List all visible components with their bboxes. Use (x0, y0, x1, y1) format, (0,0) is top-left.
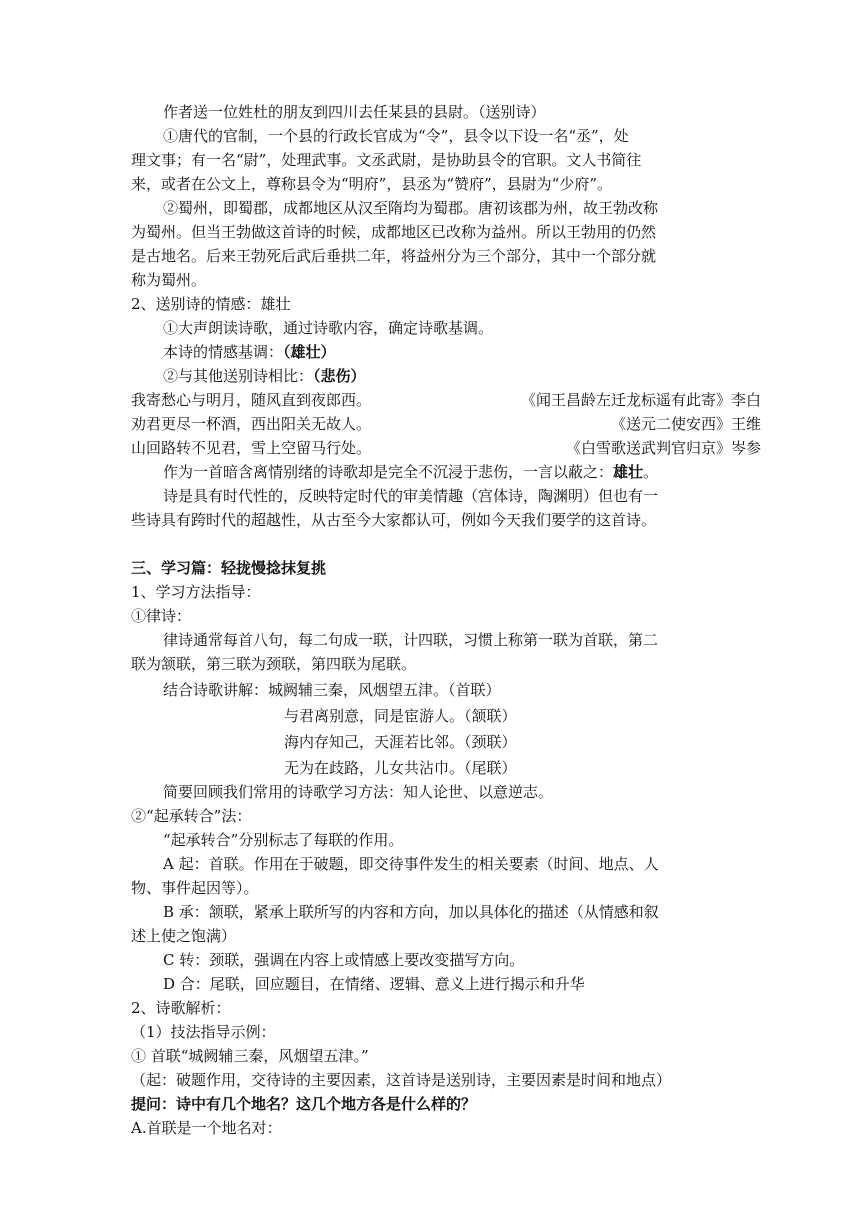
paragraph: ②蜀州，即蜀郡，成都地区从汉至隋均为蜀郡。唐初该郡为州，故王勃改称 (163, 199, 659, 217)
paragraph: 为蜀州。但当王勃做这首诗的时候，成都地区已改称为益州。所以王勃用的仍然 (131, 223, 657, 241)
paragraph: 联为颔联，第三联为颈联，第四联为尾联。 (131, 655, 417, 673)
paragraph: 作者送一位姓杜的朋友到四川去任某县的县尉。（送别诗） (163, 103, 546, 121)
paragraph: 理文事；有一名“尉”，处理武事。文丞武尉，是协助县令的官职。文人书简往 (131, 151, 642, 169)
subsection-heading: 1、学习方法指导： (131, 583, 261, 601)
verse-line: 与君离别意，同是宦游人。（颔联） (284, 707, 517, 725)
poem-line: 劝君更尽一杯酒，西出阳关无故人。 (131, 415, 372, 433)
section-heading: 三、学习篇：轻拢慢捻抹复挑 (131, 559, 327, 577)
verse-line: 无为在歧路，儿女共沾巾。（尾联） (284, 759, 517, 777)
paragraph: “起承转合”分别标志了每联的作用。 (163, 831, 404, 849)
poem-quote-row (131, 412, 761, 436)
poem-quote-row (131, 388, 761, 412)
subsection-heading: ②“起承转合”法： (131, 807, 252, 825)
section-heading: 2、送别诗的情感：雄壮 (131, 295, 291, 313)
document-page (131, 100, 761, 1140)
paragraph: ①唐代的官制，一个县的行政长官成为“令”，县令以下设一名“丞”，处 (163, 127, 629, 145)
paragraph: ①大声朗读诗歌，通过诗歌内容，确定诗歌基调。 (163, 319, 494, 337)
paragraph: ① 首联“城阙辅三秦，风烟望五津。” (131, 1047, 369, 1065)
paragraph: 诗是具有时代性的，反映特定时代的审美情趣（宫体诗，陶渊明）但也有一 (163, 487, 659, 505)
poem-line: 山回路转不见君，雪上空留马行处。 (131, 439, 372, 457)
paragraph (131, 460, 761, 484)
paragraph (131, 340, 761, 364)
label-text: ②与其他送别诗相比： (163, 367, 314, 385)
emphasis-text: 雄壮 (613, 463, 644, 481)
label-text: 本诗的情感基调： (163, 343, 284, 361)
paragraph: A 起：首联。作用在于破题，即交待事件发生的相关要素（时间、地点、人 (163, 855, 659, 873)
text-run: 。 (643, 463, 659, 481)
poem-source: 《闻王昌龄左迁龙标遥有此寄》李白 (520, 391, 761, 409)
text-run: 作为一首暗含离情别绪的诗歌却是完全不沉浸于悲伤，一言以蔽之： (163, 463, 614, 481)
paragraph: 称为蜀州。 (131, 271, 207, 289)
verse-line: 海内存知己，天涯若比邻。（颈联） (284, 733, 517, 751)
poem-source: 《白雪歌送武判官归京》岑参 (565, 439, 761, 457)
poem-source: 《送元二使安西》王维 (610, 415, 761, 433)
blank-line (131, 532, 761, 556)
paragraph: 简要回顾我们常用的诗歌学习方法：知人论世、以意逆志。 (163, 783, 554, 801)
emphasis-text: （雄壮） (283, 343, 336, 361)
poem-quote-row (131, 436, 761, 460)
paragraph: B 承：颔联，紧承上联所写的内容和方向，加以具体化的描述（从情感和叙 (163, 903, 659, 921)
subsection-heading: 2、诗歌解析： (131, 999, 231, 1017)
paragraph: D 合：尾联，回应题目，在情绪、逻辑、意义上进行揭示和升华 (163, 975, 585, 993)
paragraph: A.首联是一个地名对： (131, 1119, 282, 1137)
subsection-heading: （1）技法指导示例： (131, 1023, 276, 1041)
paragraph (131, 364, 761, 388)
paragraph: 来，或者在公文上，尊称县令为“明府”，县丞为“赞府”，县尉为“少府”。 (131, 175, 613, 193)
paragraph: 物、事件起因等）。 (131, 879, 259, 897)
poem-line: 我寄愁心与明月，随风直到夜郎西。 (131, 391, 372, 409)
paragraph: 些诗具有跨时代的超越性，从古至今大家都认可，例如今天我们要学的这首诗。 (131, 511, 657, 529)
paragraph: C 转：颈联，强调在内容上或情感上要改变描写方向。 (163, 951, 525, 969)
paragraph: 是古地名。后来王勃死后武后垂拱二年，将益州分为三个部分，其中一个部分就 (131, 247, 657, 265)
verse-line: 结合诗歌讲解：城阙辅三秦，风烟望五津。（首联） (163, 681, 501, 699)
question-heading: 提问：诗中有几个地名？这几个地方各是什么样的？ (131, 1095, 477, 1113)
subsection-heading: ①律诗： (131, 607, 192, 625)
paragraph: （起：破题作用，交待诗的主要因素，这首诗是送别诗，主要因素是时间和地点） (131, 1071, 672, 1089)
paragraph: 律诗通常每首八句，每二句成一联，计四联，习惯上称第一联为首联，第二 (163, 631, 659, 649)
emphasis-text: （悲伤） (313, 367, 366, 385)
paragraph: 述上使之饱满） (131, 927, 237, 945)
